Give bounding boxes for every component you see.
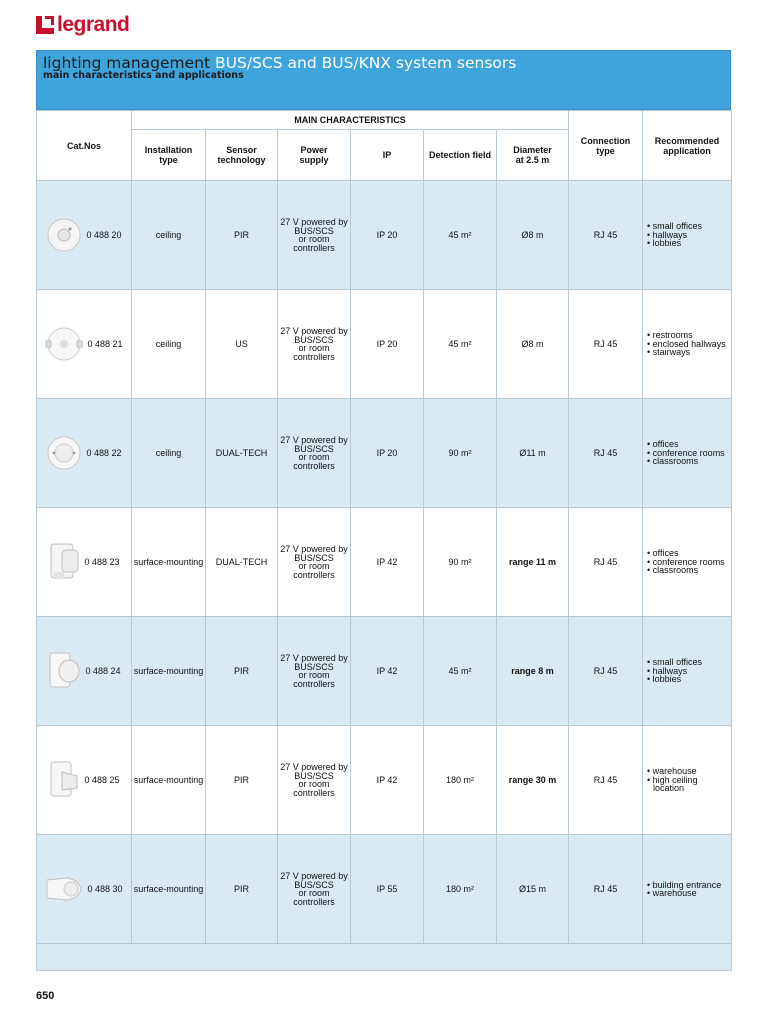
cat-number: 0 488 24	[85, 666, 121, 676]
page-subtitle: main characteristics and applications	[43, 70, 244, 81]
detection-field: 45 m²	[424, 617, 497, 726]
ip-rating: IP 20	[351, 399, 424, 508]
sensor-technology: DUAL-TECH	[206, 508, 278, 617]
legrand-logo-icon	[36, 16, 54, 34]
table-row	[37, 617, 732, 726]
cat-number: 0 488 22	[86, 448, 122, 458]
title-banner	[36, 50, 731, 110]
diameter: Ø8 m	[497, 181, 569, 290]
installation-type: surface-mounting	[132, 617, 206, 726]
col-header-application: Recommended application	[643, 111, 732, 181]
power-supply: 27 V powered by BUS/SCS or room controllers	[278, 181, 351, 290]
cat-number: 0 488 23	[84, 557, 120, 567]
installation-type: ceiling	[132, 290, 206, 399]
power-supply: 27 V powered by BUS/SCS or room controllers	[278, 399, 351, 508]
recommended-application: • offices • conference rooms • classrooms	[643, 399, 732, 508]
connection-type: RJ 45	[569, 399, 643, 508]
detection-field: 45 m²	[424, 181, 497, 290]
recommended-application: • offices • conference rooms • classrooms	[643, 508, 732, 617]
ip-rating: IP 20	[351, 181, 424, 290]
surface-pir-sensor-image	[47, 651, 81, 691]
ip-rating: IP 20	[351, 290, 424, 399]
cat-number: 0 488 25	[84, 775, 120, 785]
diameter: Ø8 m	[497, 290, 569, 399]
connection-type: RJ 45	[569, 835, 643, 944]
diameter: range 8 m	[497, 617, 569, 726]
recommended-application: • building entrance • warehouse	[643, 835, 732, 944]
title-light: BUS/SCS and BUS/KNX system sensors	[215, 54, 517, 72]
characteristics-table	[36, 110, 732, 971]
detection-field: 90 m²	[424, 399, 497, 508]
table-row	[37, 726, 732, 835]
col-header-power: Power supply	[278, 130, 351, 181]
surface-dualtech-sensor-image	[48, 542, 80, 582]
recommended-application: • small offices • hallways • lobbies	[643, 617, 732, 726]
sensor-technology: PIR	[206, 617, 278, 726]
legrand-logo	[36, 14, 129, 36]
table-footer-row	[37, 944, 732, 971]
col-header-detection: Detection field	[424, 130, 497, 181]
cat-number: 0 488 20	[86, 230, 122, 240]
power-supply: 27 V powered by BUS/SCS or room controllers	[278, 508, 351, 617]
table-row	[37, 290, 732, 399]
col-header-installation: Installation type	[132, 130, 206, 181]
detection-field: 180 m²	[424, 726, 497, 835]
cat-number: 0 488 21	[87, 339, 123, 349]
sensor-technology: PIR	[206, 181, 278, 290]
title-dark: lighting management	[43, 54, 211, 72]
ip-rating: IP 42	[351, 508, 424, 617]
power-supply: 27 V powered by BUS/SCS or room controllers	[278, 290, 351, 399]
diameter: range 30 m	[497, 726, 569, 835]
table-row	[37, 835, 732, 944]
connection-type: RJ 45	[569, 726, 643, 835]
col-header-cat: Cat.Nos	[37, 111, 132, 181]
power-supply: 27 V powered by BUS/SCS or room controllers	[278, 835, 351, 944]
col-header-sensor: Sensor technology	[206, 130, 278, 181]
ip-rating: IP 42	[351, 726, 424, 835]
recommended-application: • warehouse • high ceiling location	[643, 726, 732, 835]
brand-name: legrand	[57, 13, 130, 36]
detection-field: 45 m²	[424, 290, 497, 399]
installation-type: surface-mounting	[132, 508, 206, 617]
group-header-main-characteristics: MAIN CHARACTERISTICS	[132, 111, 569, 130]
page-number: 650	[36, 990, 55, 1002]
col-header-diameter: Diameter at 2.5 m	[497, 130, 569, 181]
ceiling-round-sensor-image	[46, 217, 82, 253]
diameter: range 11 m	[497, 508, 569, 617]
installation-type: ceiling	[132, 399, 206, 508]
detection-field: 180 m²	[424, 835, 497, 944]
sensor-technology: PIR	[206, 726, 278, 835]
sensor-technology: US	[206, 290, 278, 399]
ip-rating: IP 42	[351, 617, 424, 726]
installation-type: surface-mounting	[132, 835, 206, 944]
table-row	[37, 399, 732, 508]
installation-type: surface-mounting	[132, 726, 206, 835]
ceiling-us-sensor-image	[45, 326, 83, 362]
connection-type: RJ 45	[569, 617, 643, 726]
diameter: Ø15 m	[497, 835, 569, 944]
sensor-technology: DUAL-TECH	[206, 399, 278, 508]
cat-number: 0 488 30	[87, 884, 123, 894]
table-row	[37, 181, 732, 290]
detection-field: 90 m²	[424, 508, 497, 617]
recommended-application: • small offices • hallways • lobbies	[643, 181, 732, 290]
connection-type: RJ 45	[569, 290, 643, 399]
surface-pir-highbay-sensor-image	[48, 760, 80, 800]
power-supply: 27 V powered by BUS/SCS or room controllers	[278, 726, 351, 835]
sensor-technology: PIR	[206, 835, 278, 944]
recommended-application: • restrooms • enclosed hallways • stairways	[643, 290, 732, 399]
col-header-connection: Connection type	[569, 111, 643, 181]
col-header-ip: IP	[351, 130, 424, 181]
ceiling-dualtech-sensor-image	[46, 435, 82, 471]
ip-rating: IP 55	[351, 835, 424, 944]
power-supply: 27 V powered by BUS/SCS or room controllers	[278, 617, 351, 726]
connection-type: RJ 45	[569, 181, 643, 290]
outdoor-pir-sensor-image	[45, 874, 83, 904]
table-row	[37, 508, 732, 617]
diameter: Ø11 m	[497, 399, 569, 508]
installation-type: ceiling	[132, 181, 206, 290]
connection-type: RJ 45	[569, 508, 643, 617]
